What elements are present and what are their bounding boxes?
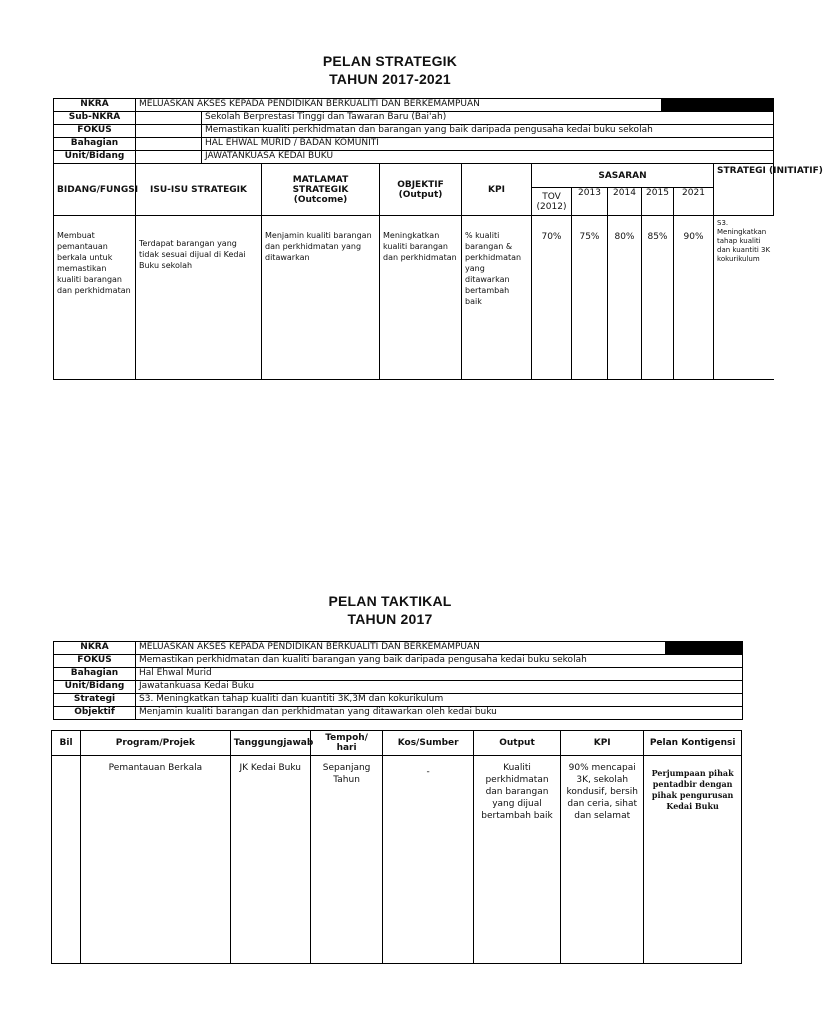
tactical-col-header-row bbox=[52, 731, 742, 756]
strategic-title-line1: PELAN STRATEGIK bbox=[322, 53, 458, 69]
tactical-title bbox=[0, 592, 780, 628]
header-value: Memastikan kualiti perkhidmatan dan barangan yang baik daripada pengusaha kedai buku sekolah bbox=[202, 125, 774, 138]
col-kpi: KPI bbox=[462, 164, 532, 216]
tactical-header-table bbox=[53, 641, 743, 720]
header-spacer bbox=[136, 138, 202, 151]
cell-matlamat: Menjamin kualiti barangan dan perkhidmatan yang ditawarkan bbox=[262, 216, 380, 380]
tac-header-row-unit bbox=[54, 681, 743, 694]
tac-header-row-strategi bbox=[54, 694, 743, 707]
col-sasaran: SASARAN bbox=[532, 164, 714, 188]
header-value: MELUASKAN AKSES KEPADA PENDIDIKAN BERKUALITI DAN BERKEMAMPUAN bbox=[136, 99, 662, 112]
header-value: Menjamin kualiti barangan dan perkhidmatan yang ditawarkan oleh kedai buku bbox=[136, 707, 743, 720]
strategic-col-header-row1 bbox=[54, 164, 774, 188]
cell-target: 80% bbox=[608, 216, 642, 380]
header-label: Unit/Bidang bbox=[54, 151, 136, 164]
col-kontigensi: Pelan Kontigensi bbox=[644, 731, 742, 756]
header-value: JAWATANKUASA KEDAI BUKU bbox=[202, 151, 774, 164]
col-tempoh: Tempoh/ hari bbox=[310, 731, 383, 756]
header-spacer bbox=[136, 151, 202, 164]
header-value: Hal Ehwal Murid bbox=[136, 668, 743, 681]
header-value: Sekolah Berprestasi Tinggi dan Tawaran Baru (Bai'ah) bbox=[202, 112, 774, 125]
header-value: MELUASKAN AKSES KEPADA PENDIDIKAN BERKUALITI DAN BERKEMAMPUAN bbox=[136, 642, 666, 655]
header-label: Bahagian bbox=[54, 138, 136, 151]
tac-header-row-nkra bbox=[54, 642, 743, 655]
strategic-header-table bbox=[53, 98, 774, 164]
cell-target: 75% bbox=[572, 216, 608, 380]
col-program: Program/Projek bbox=[81, 731, 231, 756]
col-kpi: KPI bbox=[561, 731, 644, 756]
header-label: Objektif bbox=[54, 707, 136, 720]
col-isu: ISU-ISU STRATEGIK bbox=[136, 164, 262, 216]
header-label: Unit/Bidang bbox=[54, 681, 136, 694]
col-year: 2013 bbox=[572, 188, 608, 216]
col-bil: Bil bbox=[52, 731, 81, 756]
cell-tanggungjawab: JK Kedai Buku bbox=[230, 756, 310, 964]
cell-output: Kualiti perkhidmatan dan barangan yang dijual bertambah baik bbox=[473, 756, 560, 964]
header-label: Sub-NKRA bbox=[54, 112, 136, 125]
header-spacer bbox=[136, 125, 202, 138]
col-objektif: OBJEKTIF (Output) bbox=[380, 164, 462, 216]
header-row-subnkra bbox=[54, 112, 774, 125]
col-matlamat: MATLAMAT STRATEGIK (Outcome) bbox=[262, 164, 380, 216]
header-value: S3. Meningkatkan tahap kualiti dan kuantiti 3K,3M dan kokurikulum bbox=[136, 694, 743, 707]
cell-tempoh: Sepanjang Tahun bbox=[310, 756, 383, 964]
col-year: TOV (2012) bbox=[532, 188, 572, 216]
tac-header-row-bahagian bbox=[54, 668, 743, 681]
header-row-nkra bbox=[54, 99, 774, 112]
tac-header-row-fokus bbox=[54, 655, 743, 668]
header-value: Jawatankuasa Kedai Buku bbox=[136, 681, 743, 694]
header-label: NKRA bbox=[54, 642, 136, 655]
cell-kpi: 90% mencapai 3K, sekolah kondusif, bersih dan ceria, sihat dan selamat bbox=[561, 756, 644, 964]
tactical-title-line2: TAHUN 2017 bbox=[347, 611, 433, 627]
cell-kontigensi: Perjumpaan pihak pentadbir dengan pihak pengurusan Kedai Buku bbox=[644, 756, 742, 964]
header-row-fokus bbox=[54, 125, 774, 138]
tac-header-row-objektif bbox=[54, 707, 743, 720]
black-bar bbox=[662, 99, 774, 112]
col-kos: Kos/Sumber bbox=[383, 731, 473, 756]
col-strategi: STRATEGI (INITIATIF) bbox=[714, 164, 774, 216]
header-label: NKRA bbox=[54, 99, 136, 112]
cell-isu: Terdapat barangan yang tidak sesuai dijual di Kedai Buku sekolah bbox=[136, 216, 262, 380]
tactical-main-table bbox=[51, 730, 742, 964]
cell-target: 70% bbox=[532, 216, 572, 380]
cell-strategi: S3. Meningkatkan tahap kualiti dan kuantiti 3K kokurikulum bbox=[714, 216, 774, 380]
cell-target: 90% bbox=[674, 216, 714, 380]
cell-bil bbox=[52, 756, 81, 964]
col-year: 2015 bbox=[642, 188, 674, 216]
strategic-main-table bbox=[53, 163, 823, 380]
cell-bidang: Membuat pemantauan berkala untuk memastikan kualiti barangan dan perkhidmatan bbox=[54, 216, 136, 380]
col-output: Output bbox=[473, 731, 560, 756]
header-label: Bahagian bbox=[54, 668, 136, 681]
black-bar bbox=[666, 642, 743, 655]
col-year: 2014 bbox=[608, 188, 642, 216]
col-year: 2021 bbox=[674, 188, 714, 216]
header-row-unit bbox=[54, 151, 774, 164]
strategic-data-row bbox=[54, 216, 774, 380]
header-label: FOKUS bbox=[54, 125, 136, 138]
header-value: HAL EHWAL MURID / BADAN KOMUNITI bbox=[202, 138, 774, 151]
cell-objektif: Meningkatkan kualiti barangan dan perkhidmatan bbox=[380, 216, 462, 380]
cell-program: Pemantauan Berkala bbox=[81, 756, 231, 964]
header-spacer bbox=[136, 112, 202, 125]
cell-target: 85% bbox=[642, 216, 674, 380]
col-bidang: BIDANG/FUNGSI bbox=[54, 164, 136, 216]
strategic-title-line2: TAHUN 2017-2021 bbox=[329, 71, 451, 87]
header-label: Strategi bbox=[54, 694, 136, 707]
header-row-bahagian bbox=[54, 138, 774, 151]
header-label: FOKUS bbox=[54, 655, 136, 668]
header-value: Memastikan perkhidmatan dan kualiti barangan yang baik daripada pengusaha kedai buku sekolah bbox=[136, 655, 743, 668]
cell-kpi: % kualiti barangan & perkhidmatan yang ditawarkan bertambah baik bbox=[462, 216, 532, 380]
strategic-title bbox=[0, 52, 780, 88]
tactical-data-row bbox=[52, 756, 742, 964]
col-tanggungjawab: Tanggungjawab bbox=[230, 731, 310, 756]
tactical-title-line1: PELAN TAKTIKAL bbox=[328, 593, 452, 609]
cell-kos: - bbox=[383, 756, 473, 964]
